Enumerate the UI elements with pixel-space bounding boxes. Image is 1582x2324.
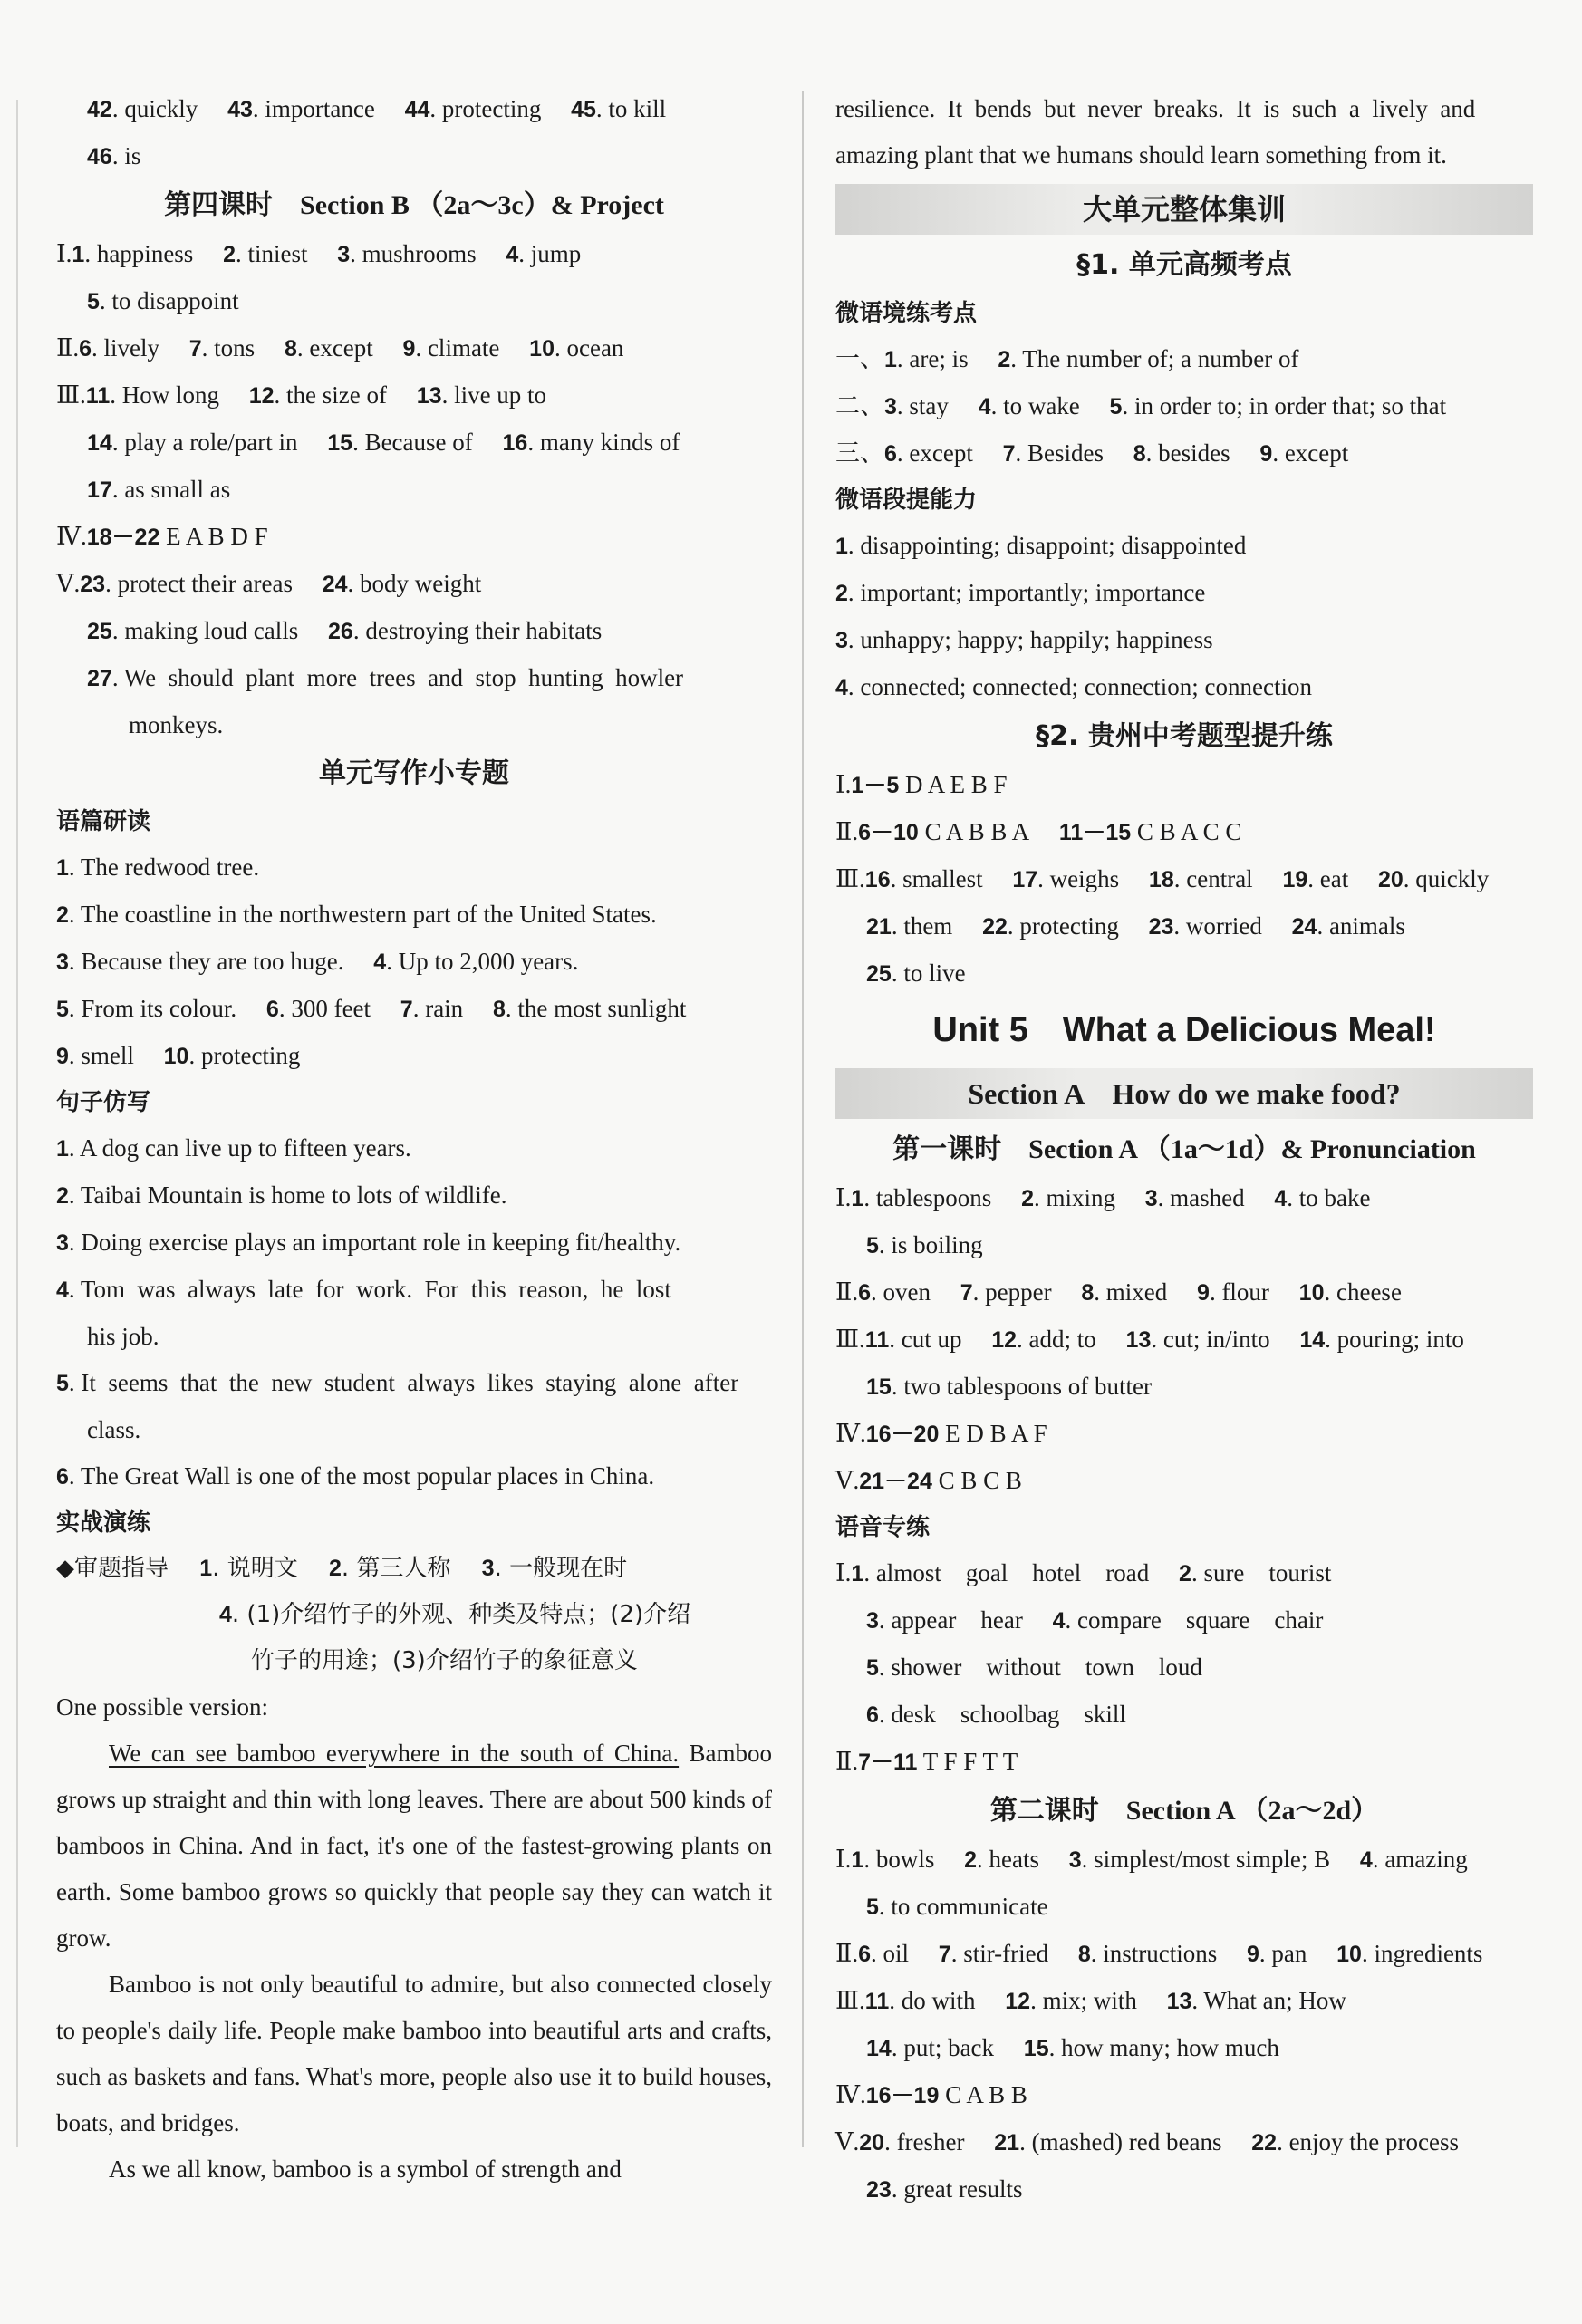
answer-line: Ⅱ.6. oven 7. pepper 8. mixed 9. flour 10. cheese	[835, 1278, 1402, 1306]
answer-line: Ⅰ.1. almost goal hotel road 2. sure tourist	[835, 1559, 1332, 1586]
guide-line: 4. (1)介绍竹子的外观、种类及特点；(2)介绍	[219, 1601, 691, 1628]
answer-line: 3. unhappy; happy; happily; happiness	[835, 626, 1213, 653]
answer-line: his job.	[87, 1323, 159, 1350]
answer-line: Ⅰ.1－5 D A E B F	[835, 771, 1008, 798]
answer-line: 42. quickly 43. importance 44. protecting 45. to kill	[87, 95, 667, 122]
essay-paragraph: As we all know, bamboo is a symbol of strength and	[109, 2155, 622, 2183]
answer-line: Ⅳ.18－22 E A B D F	[56, 523, 268, 550]
sub-heading: 句子仿写	[56, 1089, 151, 1116]
guide-line: 竹子的用途；(3)介绍竹子的象征意义	[251, 1647, 638, 1674]
unit-title: Unit 5 What a Delicious Meal!	[932, 1011, 1436, 1049]
answer-line: 1. The redwood tree.	[56, 853, 260, 881]
answer-line: 6. The Great Wall is one of the most popular places in China.	[56, 1462, 655, 1490]
answer-line: Ⅰ.1. tablespoons 2. mixing 3. mashed 4. to bake	[835, 1184, 1371, 1211]
sub-heading: 微语段提能力	[835, 487, 978, 514]
answer-line: 4. connected; connected; connection; connection	[835, 673, 1312, 700]
essay-line: resilience. It bends but never breaks. It is such a lively and	[835, 95, 1476, 122]
version-label: One possible version:	[56, 1693, 268, 1721]
answer-line: 3. Doing exercise plays an important role in keeping fit/healthy.	[56, 1229, 681, 1256]
answer-line: 6. desk schoolbag skill	[866, 1701, 1126, 1728]
answer-line: 2. important; importantly; importance	[835, 579, 1206, 606]
answer-line: 5. From its colour. 6. 300 feet 7. rain 8. the most sunlight	[56, 995, 687, 1022]
sub-heading: 语篇研读	[56, 808, 151, 835]
guide-line: ◆审题指导 1. 说明文 2. 第三人称 3. 一般现在时	[56, 1555, 628, 1582]
answer-line: Ⅴ.21－24 C B C B	[835, 1467, 1022, 1494]
answer-line: Ⅴ.23. protect their areas 24. body weight	[56, 570, 482, 597]
answer-line: Ⅲ.11. cut up 12. add; to 13. cut; in/into 14. pouring; into	[835, 1326, 1464, 1353]
answer-line: 2. The coastline in the northwestern part of the United States.	[56, 901, 657, 928]
answer-line: Ⅱ.6. lively 7. tons 8. except 9. climate 10. ocean	[56, 334, 624, 362]
sub-heading: 微语境练考点	[835, 300, 978, 327]
section-band: Section A How do we make food?	[835, 1068, 1533, 1119]
answer-line: 4. Tom was always late for work. For this reason, he lost	[56, 1276, 671, 1303]
section-heading: §2. 贵州中考题型提升练	[1036, 720, 1333, 752]
section-heading: §1. 单元高频考点	[1076, 249, 1292, 281]
answer-line: 46. is	[87, 142, 141, 169]
answer-line: 二、3. stay 4. to wake 5. in order to; in order that; so that	[835, 392, 1447, 420]
answer-line: 5. to communicate	[866, 1893, 1048, 1920]
answer-line: 5. to disappoint	[87, 287, 239, 314]
page-edge-line	[16, 100, 18, 2147]
answer-line: 一、1. are; is 2. The number of; a number of	[835, 345, 1299, 373]
answer-line: class.	[87, 1416, 141, 1443]
left-column	[56, 86, 772, 2193]
answer-line: Ⅰ.1. happiness 2. tiniest 3. mushrooms 4. jump	[56, 240, 582, 267]
answer-line: Ⅲ.11. How long 12. the size of 13. live up to	[56, 381, 547, 409]
answer-line: Ⅱ.7－11 T F F T T	[835, 1748, 1018, 1775]
answer-line: Ⅳ.16－19 C A B B	[835, 2081, 1027, 2108]
answer-line: Ⅰ.1. bowls 2. heats 3. simplest/most simple; B 4. amazing	[835, 1846, 1468, 1873]
answer-line: 1. A dog can live up to fifteen years.	[56, 1134, 411, 1162]
answer-line: 17. as small as	[87, 476, 231, 503]
answer-line: Ⅴ.20. fresher 21. (mashed) red beans 22. enjoy the process	[835, 2128, 1460, 2155]
answer-line: monkeys.	[129, 711, 224, 738]
essay-paragraph: Bamboo is not only beautiful to admire, but also connected closely to people's daily life. People make bamboo into beautiful arts and crafts, such as baskets and fans. What's more, people also use it to build houses, boats, and bridges.	[56, 1971, 772, 2136]
answer-line: Ⅲ.16. smallest 17. weighs 18. central 19. eat 20. quickly	[835, 865, 1490, 892]
answer-line: 25. making loud calls 26. destroying their habitats	[87, 617, 603, 644]
writing-heading: 单元写作小专题	[319, 757, 509, 789]
answer-line: 3. appear hear 4. compare square chair	[866, 1606, 1324, 1634]
lesson-heading: 第二课时 Section A （2a～2d）	[989, 1796, 1379, 1826]
answer-line: 5. is boiling	[866, 1231, 983, 1258]
answer-line: 23. great results	[866, 2175, 1023, 2203]
sub-heading: 语音专练	[835, 1514, 931, 1541]
answer-line: Ⅲ.11. do with 12. mix; with 13. What an; How	[835, 1987, 1346, 2014]
answer-line: 14. play a role/part in 15. Because of 16. many kinds of	[87, 429, 680, 456]
answer-line: 14. put; back 15. how many; how much	[866, 2034, 1279, 2061]
answer-line: 15. two tablespoons of butter	[866, 1373, 1153, 1400]
answer-line: 2. Taibai Mountain is home to lots of wildlife.	[56, 1181, 507, 1209]
answer-line: Ⅳ.16－20 E D B A F	[835, 1420, 1047, 1447]
answer-line: 21. them 22. protecting 23. worried 24. animals	[866, 912, 1405, 940]
answer-line: 三、6. except 7. Besides 8. besides 9. except	[835, 439, 1349, 468]
column-divider	[802, 91, 804, 2147]
answer-line: 5. shower without town loud	[866, 1654, 1202, 1681]
answer-line: 9. smell 10. protecting	[56, 1042, 301, 1069]
right-column	[835, 86, 1533, 2213]
essay-line: amazing plant that we humans should learn something from it.	[835, 141, 1447, 169]
answer-line: 3. Because they are too huge. 4. Up to 2,000 years.	[56, 948, 579, 975]
answer-line: Ⅱ.6－10 C A B B A 11－15 C B A C C	[835, 818, 1242, 845]
answer-line: Ⅱ.6. oil 7. stir-fried 8. instructions 9. pan 10. ingredients	[835, 1940, 1483, 1967]
sub-heading: 实战演练	[56, 1509, 151, 1537]
answer-line: 5. It seems that the new student always likes staying alone after	[56, 1369, 739, 1396]
lesson-heading: 第四课时 Section B （2a～3c）& Project	[164, 190, 664, 220]
essay-paragraph: We can see bamboo everywhere in the south of China. Bamboo grows up straight and thin with long leaves. There are about 500 kinds of bamboos in China. And in fact, it's one of the fastest-growing plants on earth. Some bamboo grows so quickly that people say they can watch it grow.	[56, 1740, 773, 1952]
answer-line: 27. We should plant more trees and stop hunting howler	[87, 664, 684, 691]
answer-line: 1. disappointing; disappoint; disappointed	[835, 532, 1247, 559]
lesson-heading: 第一课时 Section A （1a～1d）& Pronunciation	[892, 1134, 1476, 1164]
unit-review-band: 大单元整体集训	[835, 184, 1533, 235]
answer-line: 25. to live	[866, 959, 966, 987]
